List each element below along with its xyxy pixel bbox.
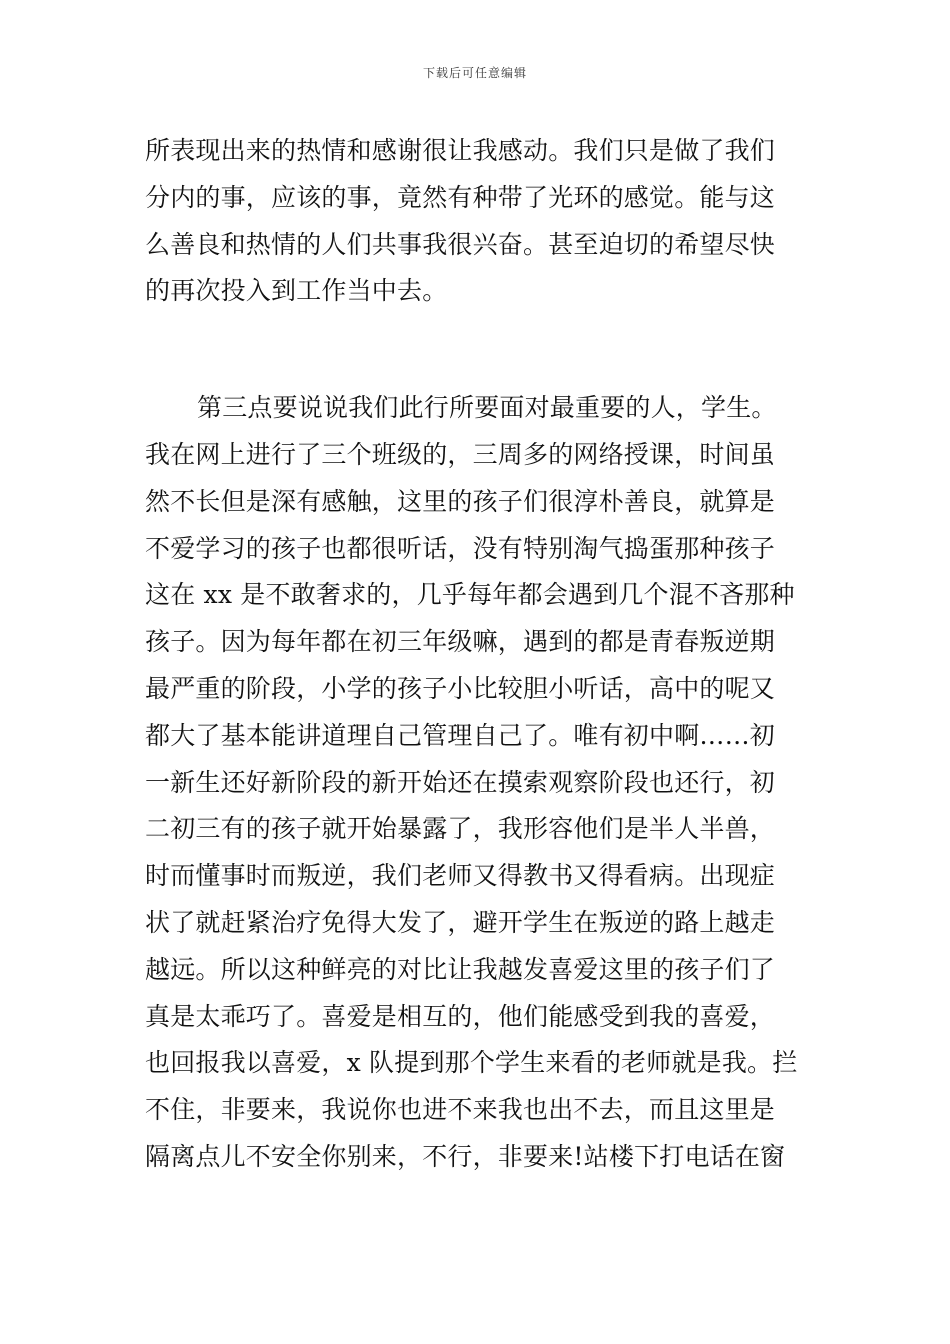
document-body bbox=[145, 128, 807, 1181]
text-line: 然不长但是深有感触，这里的孩子们很淳朴善良，就算是 bbox=[145, 486, 776, 516]
text-line: 越远。所以这种鲜亮的对比让我越发喜爱这里的孩子们了 bbox=[145, 954, 776, 984]
text-line-indented: 第三点要说说我们此行所要面对最重要的人，学生。 bbox=[197, 393, 777, 423]
text-line: 孩子。因为每年都在初三年级嘛，遇到的都是青春叛逆期 bbox=[145, 627, 776, 657]
text-line: 时而懂事时而叛逆，我们老师又得教书又得看病。出现症 bbox=[145, 861, 776, 891]
text-line: 状了就赶紧治疗免得大发了，避开学生在叛逆的路上越走 bbox=[145, 907, 776, 937]
paragraph-gap bbox=[145, 315, 807, 385]
text-line: 二初三有的孩子就开始暴露了，我形容他们是半人半兽， bbox=[145, 814, 776, 844]
text-line: 也回报我以喜爱，x 队提到那个学生来看的老师就是我。拦 bbox=[145, 1048, 798, 1078]
text-line: 分内的事，应该的事，竟然有种带了光环的感觉。能与这 bbox=[145, 182, 776, 212]
paragraph-1 bbox=[145, 128, 807, 315]
text-line: 我在网上进行了三个班级的，三周多的网络授课，时间虽 bbox=[145, 439, 776, 469]
page-header-note: 下载后可任意编辑 bbox=[422, 66, 527, 80]
text-line: 这在 xx 是不敢奢求的，几乎每年都会遇到几个混不吝那种 bbox=[145, 580, 795, 610]
text-line: 一新生还好新阶段的新开始还在摸索观察阶段也还行，初 bbox=[145, 767, 776, 797]
text-line: 么善良和热情的人们共事我很兴奋。甚至迫切的希望尽快 bbox=[145, 229, 776, 259]
text-line: 的再次投入到工作当中去。 bbox=[145, 276, 448, 306]
text-line: 不爱学习的孩子也都很听话，没有特别淘气捣蛋那种孩子 bbox=[145, 533, 776, 563]
text-line: 隔离点儿不安全你别来，不行，非要来!站楼下打电话在窗 bbox=[145, 1141, 786, 1171]
text-line: 最严重的阶段，小学的孩子小比较胆小听话，高中的呢又 bbox=[145, 673, 776, 703]
text-line: 所表现出来的热情和感谢很让我感动。我们只是做了我们 bbox=[145, 136, 776, 165]
text-line: 不住，非要来，我说你也进不来我也出不去，而且这里是 bbox=[145, 1095, 776, 1125]
text-line: 都大了基本能讲道理自己管理自己了。唯有初中啊……初 bbox=[145, 720, 776, 750]
paragraph-2 bbox=[145, 385, 807, 1181]
text-line: 真是太乖巧了。喜爱是相互的，他们能感受到我的喜爱， bbox=[145, 1001, 776, 1031]
